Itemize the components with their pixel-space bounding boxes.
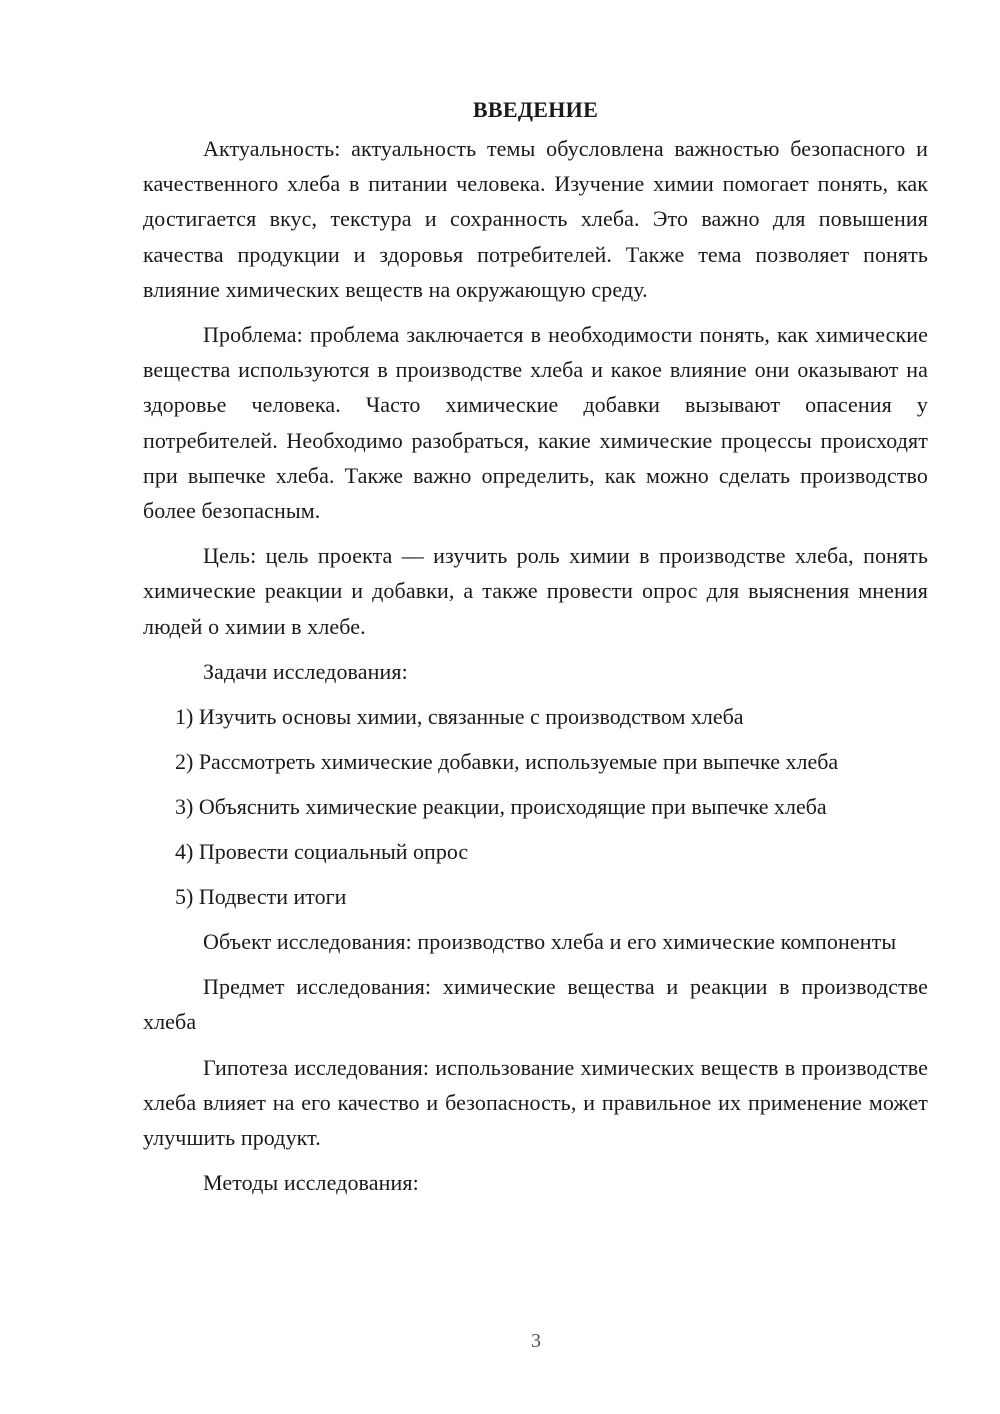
task-item-4: 4) Провести социальный опрос bbox=[175, 839, 469, 865]
paragraph-hypothesis: Гипотеза исследования: использование химических веществ в производстве хлеба влияет на его качество и безопасность, и правильное их применение может улучшить продукт. bbox=[143, 1054, 928, 1151]
paragraph-subject: Предмет исследования: химические вещества и реакции в производстве хлеба bbox=[143, 974, 928, 1035]
page-content bbox=[143, 92, 928, 1210]
task-item-5: 5) Подвести итоги bbox=[175, 884, 347, 910]
paragraph-problem: Проблема: проблема заключается в необходимости понять, как химические вещества используются в производстве хлеба и какое влияние они оказывают на здоровье человека. Часто химические добавки вызывают опасения у потребителей. Необходимо разобраться, какие химические процессы происходят при выпечке хлеба. Также важно определить, как можно сделать производство более безопасным. bbox=[143, 322, 928, 524]
task-item-1: 1) Изучить основы химии, связанные с производством хлеба bbox=[175, 704, 744, 730]
paragraph-goal: Цель: цель проекта — изучить роль химии в производстве хлеба, понять химические реакции и добавки, а также провести опрос для выяснения мнения людей о химии в хлебе. bbox=[143, 543, 928, 639]
tasks-list bbox=[143, 699, 928, 914]
page-number: 3 bbox=[531, 1330, 541, 1352]
paragraph-relevance: Актуальность: актуальность темы обусловлена важностью безопасного и качественного хлеба в питании человека. Изучение химии помогает понять, как достигается вкус, текстура и сохранность хлеба. Это важно для повышения качества продукции и здоровья потребителей. Также тема позволяет понять влияние химических веществ на окружающую среду. bbox=[143, 136, 928, 302]
methods-heading: Методы исследования: bbox=[203, 1170, 419, 1196]
task-item-3: 3) Объяснить химические реакции, происходящие при выпечке хлеба bbox=[175, 794, 827, 820]
tasks-heading: Задачи исследования: bbox=[203, 658, 408, 684]
section-title: ВВЕДЕНИЕ bbox=[472, 97, 599, 122]
paragraph-object: Объект исследования: производство хлеба и его химические компоненты bbox=[203, 929, 897, 955]
task-item-2: 2) Рассмотреть химические добавки, используемые при выпечке хлеба bbox=[175, 749, 839, 775]
